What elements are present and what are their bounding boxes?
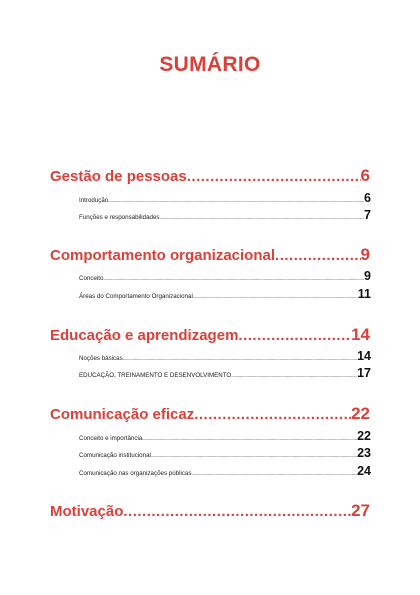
toc-chapter-gestao-de-pessoas[interactable]	[50, 166, 370, 186]
dot-leader	[123, 356, 357, 362]
dot-leader	[151, 453, 357, 459]
toc-chapter-educacao-e-aprendizagem[interactable]	[50, 325, 370, 345]
dot-leader	[194, 406, 351, 423]
section-label: Funções e responsabilidades	[79, 214, 160, 221]
dot-leader	[187, 168, 361, 185]
chapter-page-number: 6	[360, 166, 370, 185]
chapter-page-number: 22	[351, 404, 370, 423]
dot-leader	[108, 198, 364, 204]
section-page-number: 24	[357, 464, 371, 478]
chapter-page-number: 27	[351, 501, 370, 520]
toc-section-educacao-treinamento[interactable]	[79, 366, 371, 380]
chapter-label: Gestão de pessoas	[50, 168, 187, 185]
toc-section-nocoes-basicas[interactable]	[79, 349, 371, 363]
section-page-number: 11	[357, 287, 371, 301]
dot-leader	[231, 373, 357, 379]
dot-leader	[142, 436, 357, 442]
section-label: Áreas do Comportamento Organizacional	[79, 293, 193, 300]
toc-chapter-comunicacao-eficaz[interactable]	[50, 404, 370, 424]
dot-leader	[123, 503, 351, 520]
toc-section-areas[interactable]	[79, 287, 371, 301]
section-page-number: 7	[364, 208, 371, 222]
dot-leader	[191, 471, 357, 477]
toc-section-comunicacao-publicas[interactable]	[79, 464, 371, 478]
chapter-label: Comportamento organizacional	[50, 247, 276, 264]
dot-leader	[238, 327, 351, 344]
chapter-label: Educação e aprendizagem	[50, 327, 239, 344]
chapter-page-number: 9	[360, 245, 370, 264]
dot-leader	[275, 247, 361, 264]
section-label: Comunicação institucional	[79, 452, 151, 459]
section-label: Conceito e importância	[79, 435, 143, 442]
section-label: EDUCAÇÃO, TREINAMENTO E DESENVOLVIMENTO	[79, 372, 232, 379]
section-page-number: 17	[357, 366, 371, 380]
dot-leader	[193, 294, 358, 300]
toc-section-introducao[interactable]	[79, 191, 371, 205]
dot-leader	[103, 276, 364, 282]
toc-section-comunicacao-institucional[interactable]	[79, 446, 371, 460]
section-label: Conceito	[79, 275, 104, 282]
chapter-label: Motivação	[50, 503, 124, 520]
section-page-number: 23	[357, 446, 371, 460]
toc-chapter-motivacao[interactable]	[50, 501, 370, 521]
toc-section-funcoes[interactable]	[79, 208, 371, 222]
section-page-number: 9	[364, 269, 371, 283]
section-label: Introdução	[79, 197, 109, 204]
toc-chapter-comportamento-organizacional[interactable]	[50, 245, 370, 265]
toc-section-conceito-importancia[interactable]	[79, 429, 371, 443]
dot-leader	[160, 215, 365, 221]
chapter-label: Comunicação eficaz	[50, 406, 195, 423]
section-label: Noções básicas	[79, 355, 123, 362]
page-title: SUMÁRIO	[159, 53, 261, 76]
section-page-number: 14	[357, 349, 371, 363]
chapter-page-number: 14	[351, 325, 370, 344]
section-page-number: 6	[364, 191, 371, 205]
section-label: Comunicação nas organizações públicas	[79, 470, 192, 477]
toc-section-conceito[interactable]	[79, 269, 371, 283]
section-page-number: 22	[357, 429, 371, 443]
